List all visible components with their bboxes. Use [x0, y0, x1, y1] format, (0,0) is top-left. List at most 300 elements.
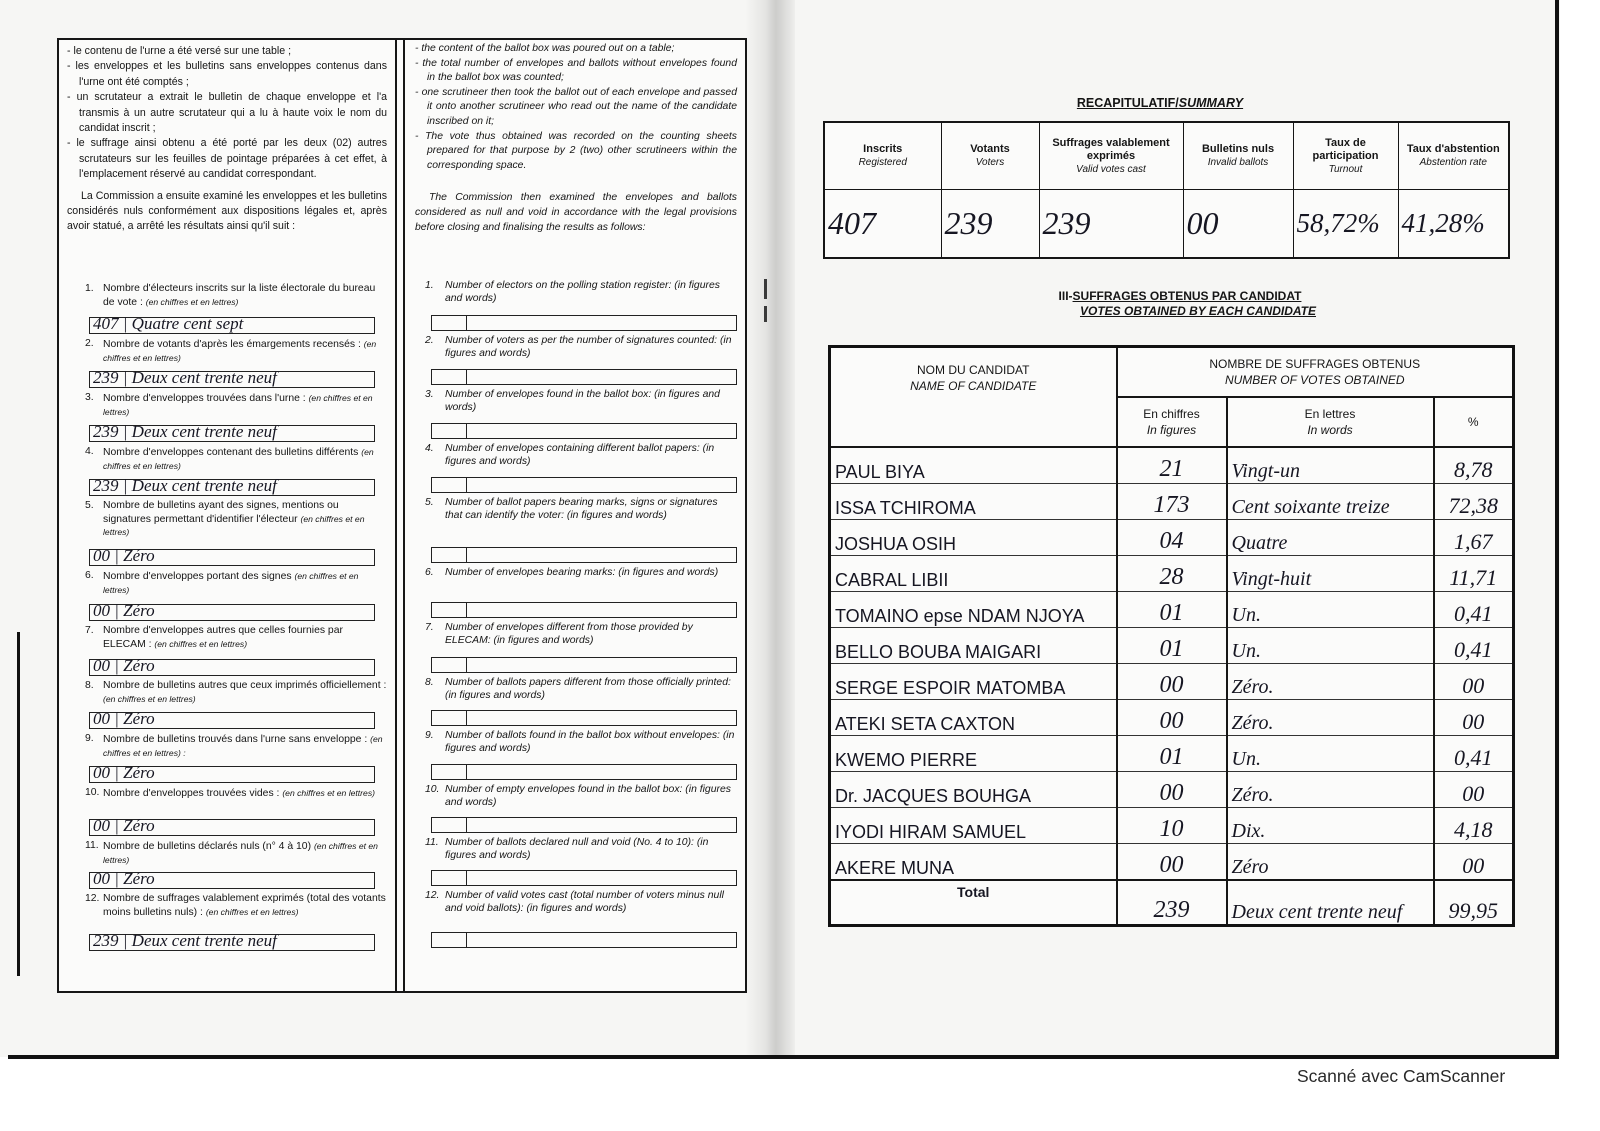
- fr-item-hint: (en chiffres et en lettres): [103, 339, 377, 363]
- english-items-list: [405, 280, 745, 952]
- votes-in-figures: 01: [1117, 628, 1227, 664]
- en-item-label: Number of ballots papers different from those officially printed:: [445, 677, 731, 688]
- item-number: 3.: [85, 392, 94, 403]
- fr-item-hint: (en chiffres et en lettres): [282, 788, 375, 798]
- en-value-box: [431, 870, 737, 886]
- french-intro: [67, 44, 387, 235]
- registered-value-cell: [824, 190, 941, 259]
- handwritten-value: 00 | Zéro: [93, 656, 155, 675]
- candidate-name: JOSHUA OSIH: [830, 520, 1117, 556]
- votes-percentage: 1,67: [1434, 520, 1514, 556]
- fr-item-label: Nombre de bulletins ayant des signes, mentions ou signatures permettant d'identifier l'électeur: [103, 500, 339, 525]
- en-item-text: [405, 677, 745, 702]
- votes-in-words: Zéro: [1227, 844, 1434, 881]
- section-title-en: VOTES OBTAINED BY EACH CANDIDATE: [1079, 304, 1316, 318]
- value-box-divider: [466, 548, 467, 562]
- header-pct: %: [1467, 415, 1479, 429]
- en-item-hint: (in figures and words): [445, 837, 709, 861]
- candidate-name: SERGE ESPOIR MATOMBA: [830, 664, 1117, 700]
- header-en: In figures: [1146, 423, 1197, 437]
- en-value-box: [431, 547, 737, 563]
- en-item-label: Number of envelopes found in the ballot box:: [445, 389, 652, 400]
- votes-percentage: 0,41: [1434, 628, 1514, 664]
- turnout-value-cell: [1293, 190, 1398, 259]
- header-fr: Taux d'abstention: [1406, 143, 1500, 155]
- candidate-row: [830, 664, 1514, 700]
- header-fr: Votants: [970, 143, 1010, 155]
- fr-item-text: [59, 893, 395, 919]
- total-row: [830, 880, 1514, 926]
- page-gutter: [745, 0, 795, 1057]
- fr-item: [59, 840, 395, 893]
- percent-column-header: [1434, 397, 1514, 447]
- value-box-divider: [466, 424, 467, 438]
- intro-bullet: - le contenu de l'urne a été versé sur une table ;: [67, 45, 292, 57]
- french-column: [59, 40, 397, 991]
- candidate-name: PAUL BIYA: [830, 447, 1117, 484]
- page-edge-right: [1555, 0, 1559, 1058]
- en-item-hint: (in figures and words): [526, 902, 627, 914]
- total-percentage: 99,95: [1434, 880, 1514, 926]
- value-box-divider: [466, 603, 467, 617]
- summary-header-cell: [1293, 122, 1398, 190]
- en-item-hint: (in figures and words): [618, 567, 719, 578]
- fr-item: [59, 787, 395, 840]
- en-item-hint: (in figures and words): [445, 389, 720, 413]
- intro-bullet: - les enveloppes et les bulletins sans enveloppes contenus dans l'urne ont été comptés ;: [67, 60, 387, 88]
- summary-header-cell: [1398, 122, 1509, 190]
- value-box-divider: [466, 370, 467, 384]
- candidate-row: [830, 520, 1514, 556]
- item-number: 6.: [425, 567, 434, 578]
- candidate-name: KWEMO PIERRE: [830, 736, 1117, 772]
- fr-item-hint: (en chiffres et en lettres): [103, 447, 374, 471]
- votes-in-figures: 01: [1117, 736, 1227, 772]
- votes-in-figures: 00: [1117, 700, 1227, 736]
- votes-in-figures: 21: [1117, 447, 1227, 484]
- fr-value-box: [89, 869, 375, 889]
- item-number: 4.: [425, 443, 434, 454]
- header-en: NUMBER OF VOTES OBTAINED: [1224, 373, 1405, 387]
- fr-item-label: Nombre de votants d'après les émargements recensés :: [103, 339, 361, 350]
- handwritten-value: 239 | Deux cent trente neuf: [93, 422, 277, 441]
- handwritten-value: 239 | Deux cent trente neuf: [93, 931, 277, 950]
- votes-in-figures: 173: [1117, 484, 1227, 520]
- votes-in-words: Cent soixante treize: [1227, 484, 1434, 520]
- en-item-hint: (in figures and words): [445, 280, 720, 304]
- item-number: 9.: [85, 733, 94, 744]
- en-item-text: [405, 335, 745, 360]
- en-item-text: [405, 837, 745, 862]
- item-number: 6.: [85, 570, 94, 581]
- item-number: 4.: [85, 446, 94, 457]
- fr-item-text: [59, 392, 395, 419]
- abstention-value-cell: [1398, 190, 1509, 259]
- fr-item: [59, 733, 395, 787]
- item-number: 5.: [425, 497, 434, 508]
- item-number: 1.: [425, 280, 434, 291]
- english-column: [403, 40, 745, 991]
- fr-value-box: [89, 422, 375, 442]
- value-box-divider: [466, 818, 467, 832]
- en-item-text: [405, 730, 745, 755]
- en-item-label: Number of envelopes different from those provided by ELECAM:: [445, 622, 693, 646]
- votes-in-words: Zéro.: [1227, 664, 1434, 700]
- header-fr: En lettres: [1304, 407, 1356, 421]
- fr-value-box: [89, 931, 375, 951]
- header-fr: NOMBRE DE SUFFRAGES OBTENUS: [1209, 357, 1421, 371]
- summary-header-cell: [941, 122, 1039, 190]
- item-number: 10.: [425, 784, 440, 795]
- fr-item-hint: (en chiffres et en lettres): [103, 571, 359, 595]
- header-en: Valid votes cast: [1076, 163, 1146, 175]
- handwritten-value: 00 | Zéro: [93, 709, 155, 728]
- candidate-row: [830, 556, 1514, 592]
- votes-in-figures: 28: [1117, 556, 1227, 592]
- header-fr: Bulletins nuls: [1201, 143, 1275, 155]
- english-intro: [415, 42, 737, 235]
- item-number: 8.: [85, 680, 94, 691]
- header-en: Abstention rate: [1419, 157, 1487, 168]
- votes-percentage: 00: [1434, 844, 1514, 881]
- name-column-header: [830, 347, 1117, 448]
- en-value-box: [431, 710, 737, 726]
- en-item-hint: (in figures and words): [493, 634, 594, 646]
- votes-percentage: 0,41: [1434, 736, 1514, 772]
- item-number: 7.: [425, 622, 434, 633]
- en-item: [405, 335, 745, 389]
- french-items-list: [59, 283, 395, 955]
- fr-item: [59, 446, 395, 500]
- votes-in-words: Vingt-huit: [1227, 556, 1434, 592]
- votes-in-words: Vingt-un: [1227, 447, 1434, 484]
- item-number: 11.: [85, 840, 99, 851]
- en-item-label: Number of ballots found in the ballot box without envelopes:: [445, 730, 720, 741]
- votes-percentage: 11,71: [1434, 556, 1514, 592]
- item-number: 12.: [85, 893, 100, 904]
- item-number: 9.: [425, 730, 434, 741]
- candidate-row: [830, 700, 1514, 736]
- total-label: Total: [830, 880, 1117, 926]
- en-item: [405, 280, 745, 335]
- votes-in-words: Un.: [1227, 628, 1434, 664]
- en-item-text: [405, 389, 745, 414]
- item-number: 2.: [85, 338, 94, 349]
- en-item-text: [405, 443, 745, 468]
- votes-column-header: [1117, 347, 1514, 398]
- page-edge-bottom: [8, 1055, 1559, 1059]
- value-box-divider: [466, 933, 467, 947]
- fr-item-text: [59, 500, 395, 540]
- fr-item-text: [59, 338, 395, 365]
- gutter-mark: [764, 279, 767, 299]
- en-item-text: [405, 890, 745, 915]
- header-en: In words: [1307, 423, 1353, 437]
- en-item-text: [405, 497, 745, 522]
- handwritten-value: 239: [944, 205, 993, 241]
- summary-header-cell: [824, 122, 941, 190]
- en-item-label: Number of voters as per the number of signatures counted:: [445, 335, 718, 346]
- item-number: 10.: [85, 787, 100, 798]
- candidate-name: Dr. JACQUES BOUHGA: [830, 772, 1117, 808]
- intro-bullet: - le suffrage ainsi obtenu a été porté par les deux (02) autres scrutateurs sur les feuilles de pointage préparées à cet effet, à l'emplacement réservé au candidat correspondant.: [67, 137, 387, 181]
- fr-item-hint: (en chiffres et en lettres): [103, 841, 378, 865]
- en-value-box: [431, 657, 737, 673]
- summary-title-en: SUMMARY: [1178, 96, 1244, 110]
- votes-in-figures: 00: [1117, 844, 1227, 881]
- candidate-name: IYODI HIRAM SAMUEL: [830, 808, 1117, 844]
- header-fr: Suffrages valablement exprimés: [1052, 136, 1170, 162]
- en-item-hint: (in figures and words): [445, 443, 715, 467]
- fr-item-text: [59, 840, 395, 867]
- fr-item-label: Nombre d'enveloppes trouvées dans l'urne :: [103, 393, 306, 404]
- summary-values-row: [824, 190, 1509, 259]
- en-item-label: Number of electors on the polling station register:: [445, 280, 672, 291]
- en-item-text: [405, 622, 745, 647]
- votes-percentage: 0,41: [1434, 592, 1514, 628]
- fr-item-label: Nombre d'électeurs inscrits sur la liste électorale du bureau de vote :: [103, 283, 376, 308]
- votes-percentage: 4,18: [1434, 808, 1514, 844]
- valid-votes-value-cell: [1039, 190, 1183, 259]
- fr-item-label: Nombre d'enveloppes contenant des bulletins différents: [103, 447, 359, 458]
- summary-title: [1060, 96, 1260, 110]
- scanner-watermark: Scanné avec CamScanner: [1297, 1066, 1506, 1086]
- header-en: Turnout: [1328, 163, 1363, 175]
- header-en: Invalid ballots: [1207, 157, 1269, 168]
- value-box-divider: [466, 658, 467, 672]
- handwritten-value: 239 | Deux cent trente neuf: [93, 368, 277, 387]
- fr-item: [59, 500, 395, 570]
- fr-item-text: [59, 733, 395, 760]
- fr-item-text: [59, 570, 395, 597]
- item-number: 3.: [425, 389, 434, 400]
- en-value-box: [431, 764, 737, 780]
- total-figures: 239: [1117, 880, 1227, 926]
- votes-in-words: Un.: [1227, 736, 1434, 772]
- fr-item-hint: (en chiffres et en lettres): [103, 693, 196, 704]
- handwritten-value: 00 | Zéro: [93, 546, 155, 565]
- en-item: [405, 567, 745, 622]
- en-item-label: Number of envelopes bearing marks:: [445, 567, 616, 578]
- value-box-divider: [466, 316, 467, 330]
- fr-item-text: [59, 625, 395, 651]
- item-number: 1.: [85, 283, 94, 294]
- fr-item: [59, 625, 395, 680]
- en-item-label: Number of ballots declared null and void (No. 4 to 10):: [445, 837, 694, 848]
- fr-item: [59, 283, 395, 338]
- fr-item-text: [59, 680, 395, 706]
- en-item-hint: (in figures and words): [445, 335, 732, 359]
- fr-item-hint: (en chiffres et en lettres) :: [103, 734, 383, 758]
- votes-in-words: Zéro.: [1227, 700, 1434, 736]
- fr-item: [59, 392, 395, 446]
- section-prefix: III-: [1058, 289, 1073, 303]
- fr-value-box: [89, 601, 375, 621]
- candidate-row: [830, 772, 1514, 808]
- handwritten-value: 239: [1042, 205, 1091, 241]
- fr-value-box: [89, 656, 375, 676]
- header-fr: NOM DU CANDIDAT: [917, 363, 1030, 377]
- invalid-ballots-value-cell: [1183, 190, 1293, 259]
- candidate-row: [830, 592, 1514, 628]
- intro-paragraph: The Commission then examined the envelopes and ballots considered as null and void in accordance with the legal provisions before closing and finalising the results as follows:: [415, 192, 737, 233]
- fr-item-label: Nombre de bulletins autres que ceux imprimés officiellement :: [103, 680, 387, 691]
- en-item: [405, 730, 745, 784]
- value-box-divider: [466, 871, 467, 885]
- candidate-row: [830, 628, 1514, 664]
- item-number: 12.: [425, 890, 440, 901]
- votes-in-figures: 00: [1117, 772, 1227, 808]
- en-item: [405, 622, 745, 677]
- fr-item-hint: (en chiffres et en lettres): [205, 906, 299, 917]
- candidate-name: BELLO BOUBA MAIGARI: [830, 628, 1117, 664]
- fr-value-box: [89, 709, 375, 729]
- fr-item-label: Nombre de bulletins trouvés dans l'urne sans enveloppe :: [103, 734, 368, 745]
- results-table: [828, 345, 1515, 927]
- candidate-row: [830, 447, 1514, 484]
- en-item: [405, 837, 745, 890]
- item-number: 2.: [425, 335, 434, 346]
- candidate-row: [830, 844, 1514, 881]
- item-number: 7.: [85, 625, 94, 636]
- fr-item-text: [59, 283, 395, 309]
- fr-value-box: [89, 816, 375, 836]
- item-number: 11.: [425, 837, 439, 848]
- en-item: [405, 389, 745, 443]
- candidate-row: [830, 484, 1514, 520]
- en-value-box: [431, 932, 737, 948]
- fr-item-label: Nombre d'enveloppes portant des signes: [103, 571, 292, 582]
- fr-item: [59, 570, 395, 625]
- fr-item: [59, 893, 395, 955]
- votes-percentage: 00: [1434, 700, 1514, 736]
- fr-value-box: [89, 476, 375, 496]
- en-value-box: [431, 477, 737, 493]
- summary-title-fr: RECAPITULATIF/: [1076, 96, 1179, 110]
- votes-in-words: Dix.: [1227, 808, 1434, 844]
- intro-bullet: - un scrutateur a extrait le bulletin de chaque enveloppe et l'a transmis à un autre scrutateur qui a lu à haute voix le nom du candidat inscrit ;: [67, 91, 387, 135]
- handwritten-value: 00: [1186, 205, 1219, 241]
- en-value-box: [431, 602, 737, 618]
- section-title-fr: SUFFRAGES OBTENUS PAR CANDIDAT: [1072, 289, 1302, 303]
- fr-item-label: Nombre d'enveloppes trouvées vides :: [103, 788, 280, 799]
- fr-item: [59, 680, 395, 733]
- en-item-label: Number of empty envelopes found in the ballot box:: [445, 784, 683, 795]
- item-number: 5.: [85, 500, 94, 511]
- counting-form: [57, 38, 747, 993]
- intro-bullet: - one scrutineer then took the ballot out of each envelope and passed it onto another scrutineer who read out the name of the candidate inscribed on it;: [415, 86, 737, 127]
- fr-item-label: Nombre de bulletins déclarés nuls (n° 4 à 10): [103, 841, 312, 852]
- summary-header-cell: [1183, 122, 1293, 190]
- en-value-box: [431, 315, 737, 331]
- fr-item-label: Nombre de suffrages valablement exprimés (total des votants moins bulletins nuls) :: [103, 893, 386, 918]
- handwritten-value: 407 | Quatre cent sept: [93, 314, 244, 333]
- en-value-box: [431, 369, 737, 385]
- header-en: NAME OF CANDIDATE: [910, 379, 1037, 393]
- figures-column-header: [1117, 397, 1227, 447]
- fr-item-text: [59, 787, 395, 801]
- summary-header-row: [824, 122, 1509, 190]
- votes-percentage: 00: [1434, 664, 1514, 700]
- candidate-row: [830, 808, 1514, 844]
- en-item-label: Number of envelopes containing different ballot papers:: [445, 443, 700, 454]
- candidate-row: [830, 736, 1514, 772]
- results-section-title: [1000, 289, 1360, 303]
- voters-value-cell: [941, 190, 1039, 259]
- results-body: [830, 447, 1514, 926]
- votes-in-words: Quatre: [1227, 520, 1434, 556]
- handwritten-value: 239 | Deux cent trente neuf: [93, 476, 277, 495]
- header-fr: En chiffres: [1143, 407, 1200, 421]
- candidate-name: ISSA TCHIROMA: [830, 484, 1117, 520]
- header-fr: Taux de participation: [1312, 136, 1379, 162]
- fr-value-box: [89, 763, 375, 783]
- page-edge-left: [17, 632, 20, 976]
- words-column-header: [1227, 397, 1434, 447]
- value-box-divider: [466, 711, 467, 725]
- handwritten-value: 58,72%: [1296, 208, 1380, 238]
- fr-item-hint: (en chiffres et en lettres): [154, 638, 248, 649]
- total-words: Deux cent trente neuf: [1227, 880, 1434, 926]
- handwritten-value: 41,28%: [1401, 208, 1485, 238]
- value-box-divider: [466, 765, 467, 779]
- fr-value-box: [89, 368, 375, 388]
- votes-percentage: 00: [1434, 772, 1514, 808]
- header-fr: Inscrits: [863, 143, 903, 155]
- en-item-text: [405, 280, 745, 305]
- en-item: [405, 784, 745, 837]
- votes-in-figures: 00: [1117, 664, 1227, 700]
- fr-item-text: [59, 446, 395, 473]
- handwritten-value: 00 | Zéro: [93, 869, 155, 888]
- votes-in-figures: 01: [1117, 592, 1227, 628]
- handwritten-value: 00 | Zéro: [93, 816, 155, 835]
- fr-value-box: [89, 546, 375, 566]
- en-item-label: Number of ballot papers bearing marks, signs or signatures that can identify the voter:: [445, 497, 718, 521]
- results-header-row: [830, 347, 1514, 398]
- handwritten-value: 00 | Zéro: [93, 763, 155, 782]
- intro-bullet: - the content of the ballot box was poured out on a table;: [415, 43, 675, 54]
- en-item: [405, 443, 745, 497]
- fr-item-hint: (en chiffres et en lettres): [103, 513, 365, 538]
- fr-item-hint: (en chiffres et en lettres): [103, 393, 373, 417]
- value-box-divider: [466, 478, 467, 492]
- gutter-mark: [764, 306, 767, 322]
- votes-in-words: Zéro.: [1227, 772, 1434, 808]
- en-item-hint: (in figures and words): [566, 509, 667, 521]
- en-value-box: [431, 423, 737, 439]
- fr-item-hint: (en chiffres et en lettres): [145, 296, 239, 307]
- summary-table: [823, 121, 1510, 259]
- candidate-name: CABRAL LIBII: [830, 556, 1117, 592]
- intro-bullet: - the total number of envelopes and ballots without envelopes found in the ballot box was counted;: [415, 57, 737, 84]
- en-item-hint: (in figures and words): [445, 784, 731, 808]
- en-item: [405, 497, 745, 567]
- fr-item-label: Nombre d'enveloppes autres que celles fournies par ELECAM :: [103, 625, 343, 650]
- header-en: Registered: [858, 157, 907, 168]
- votes-in-figures: 10: [1117, 808, 1227, 844]
- votes-in-words: Un.: [1227, 592, 1434, 628]
- summary-header-cell: [1039, 122, 1183, 190]
- intro-bullet: - The vote thus obtained was recorded on the counting sheets prepared for that purpose by 2 (two) other scrutineers within the corresponding space.: [415, 130, 737, 171]
- handwritten-value: 00 | Zéro: [93, 601, 155, 620]
- candidate-name: AKERE MUNA: [830, 844, 1117, 881]
- votes-in-figures: 04: [1117, 520, 1227, 556]
- intro-paragraph: La Commission a ensuite examiné les enveloppes et les bulletins considérés nuls conformément aux dispositions légales et, après avoir statué, a arrêté les résultats ainsi qu'il suit :: [67, 189, 387, 233]
- fr-value-box: [89, 314, 375, 334]
- en-value-box: [431, 817, 737, 833]
- en-item-hint: (in figures and words): [445, 730, 735, 754]
